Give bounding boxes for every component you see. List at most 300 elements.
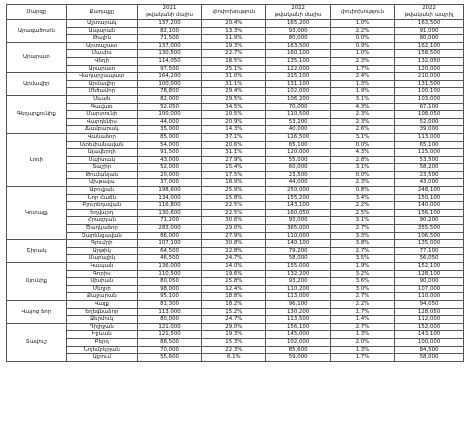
- table-row: [7, 187, 464, 195]
- city-name: Վեդի: [66, 57, 137, 65]
- table-row: [7, 118, 464, 126]
- price-2022-may: 250,000: [266, 187, 330, 195]
- city-name: Արտաշատ: [66, 42, 137, 50]
- price-2022-april: 80,000: [395, 35, 464, 43]
- change-2021-2022: 29.4%: [202, 88, 266, 96]
- city-name: Սիսիան: [66, 278, 137, 286]
- city-name: Վանաձոր: [66, 133, 137, 141]
- price-2021-may: 78,800: [137, 88, 201, 96]
- change-may-april: 2.6%: [330, 126, 394, 134]
- change-may-april: 3.2%: [330, 270, 394, 278]
- price-2022-may: 160,050: [266, 209, 330, 217]
- city-name: Իջևան: [66, 331, 137, 339]
- price-2022-april: 67,100: [395, 103, 464, 111]
- table-row: [7, 225, 464, 233]
- region-name: Տավուշ: [7, 323, 67, 361]
- change-2021-2022: 11.9%: [202, 35, 266, 43]
- city-name: Բյուրեղավան: [66, 202, 137, 210]
- price-2021-may: 35,000: [137, 126, 201, 134]
- price-2022-april: 106,500: [395, 232, 464, 240]
- price-2022-may: 116,500: [266, 133, 330, 141]
- price-2021-may: 44,000: [137, 118, 201, 126]
- change-may-april: 2.7%: [330, 293, 394, 301]
- change-may-april: 2.2%: [330, 27, 394, 35]
- price-2021-may: 52,000: [137, 164, 201, 172]
- city-name: Մարալիկ: [66, 255, 137, 263]
- table-row: [7, 247, 464, 255]
- price-2021-may: 71,200: [137, 217, 201, 225]
- change-2021-2022: 29.0%: [202, 323, 266, 331]
- change-2021-2022: 25.1%: [202, 65, 266, 73]
- change-2021-2022: 22.5%: [202, 209, 266, 217]
- price-2022-may: 122,000: [266, 65, 330, 73]
- price-2022-may: 120,000: [266, 149, 330, 157]
- price-2022-april: 39,000: [395, 126, 464, 134]
- price-2022-april: 156,100: [395, 209, 464, 217]
- city-name: Մասիս: [66, 50, 137, 58]
- region-name: Սյունիք: [7, 263, 67, 301]
- table-row: [7, 194, 464, 202]
- table-row: [7, 73, 464, 81]
- table-row: [7, 156, 464, 164]
- change-may-april: 2.3%: [330, 57, 394, 65]
- price-2022-april: 115,000: [395, 149, 464, 157]
- header-change-2: փոփոխություն: [330, 5, 394, 20]
- change-may-april: 0.8%: [330, 187, 394, 195]
- header-2022b-year: 2022: [395, 5, 464, 13]
- price-2022-april: 210,000: [395, 73, 464, 81]
- city-name: Արմավիր: [66, 80, 137, 88]
- city-name: Հրազդան: [66, 217, 137, 225]
- change-2021-2022: 31.1%: [202, 80, 266, 88]
- table-row: [7, 293, 464, 301]
- city-name: Ճամբարակ: [66, 126, 137, 134]
- price-2021-may: 88,500: [137, 338, 201, 346]
- table-row: [7, 133, 464, 141]
- price-2022-april: 152,000: [395, 323, 464, 331]
- change-2021-2022: 13.3%: [202, 27, 266, 35]
- price-2021-may: 114,050: [137, 57, 201, 65]
- city-name: Բերդ: [66, 338, 137, 346]
- price-2022-may: 215,100: [266, 73, 330, 81]
- change-may-april: 1.7%: [330, 354, 394, 362]
- price-2022-may: 155,200: [266, 194, 330, 202]
- price-2022-may: 59,000: [266, 354, 330, 362]
- price-2022-april: 248,100: [395, 187, 464, 195]
- price-2022-april: 103,000: [395, 95, 464, 103]
- city-name: Ծաղկաձոր: [66, 225, 137, 233]
- city-name: Թալին: [66, 35, 137, 43]
- price-2021-may: 70,000: [137, 346, 201, 354]
- price-2021-may: 82,000: [137, 95, 201, 103]
- change-may-april: 2.2%: [330, 300, 394, 308]
- price-2022-may: 85,600: [266, 346, 330, 354]
- city-name: Ջերմուկ: [66, 316, 137, 324]
- price-2021-may: 71,500: [137, 35, 201, 43]
- price-table: [6, 4, 464, 362]
- price-2021-may: 86,000: [137, 232, 201, 240]
- price-2021-may: 54,000: [137, 141, 201, 149]
- price-2021-may: 116,800: [137, 202, 201, 210]
- city-name: Ապարան: [66, 27, 137, 35]
- price-2022-april: 90,000: [395, 278, 464, 286]
- price-2022-may: 132,200: [266, 270, 330, 278]
- change-may-april: 3.0%: [330, 285, 394, 293]
- city-name: Ախթալա: [66, 179, 137, 187]
- city-name: Գավառ: [66, 103, 137, 111]
- change-2021-2022: 18.2%: [202, 300, 266, 308]
- price-2021-may: 100,000: [137, 111, 201, 119]
- price-2022-may: 113,000: [266, 293, 330, 301]
- change-may-april: 3.1%: [330, 133, 394, 141]
- change-2021-2022: 31.1%: [202, 149, 266, 157]
- table-row: [7, 65, 464, 73]
- price-2022-may: 44,000: [266, 179, 330, 187]
- price-2022-april: 77,100: [395, 247, 464, 255]
- change-2021-2022: 15.4%: [202, 164, 266, 172]
- price-2022-may: 110,000: [266, 232, 330, 240]
- price-2022-may: 102,000: [266, 338, 330, 346]
- price-2021-may: 43,000: [137, 156, 201, 164]
- change-2021-2022: 29.0%: [202, 225, 266, 233]
- city-name: Աբովյան: [66, 187, 137, 195]
- region-name: Գեղարքունիք: [7, 95, 67, 133]
- change-may-april: 1.9%: [330, 263, 394, 271]
- price-2022-may: 110,500: [266, 111, 330, 119]
- price-2022-may: 143,100: [266, 202, 330, 210]
- change-2021-2022: 19.3%: [202, 331, 266, 339]
- change-2021-2022: 19.6%: [202, 270, 266, 278]
- price-2022-april: 56,050: [395, 255, 464, 263]
- price-2022-may: 96,100: [266, 300, 330, 308]
- table-row: [7, 202, 464, 210]
- change-may-april: 2.7%: [330, 247, 394, 255]
- city-name: Դիլիջան: [66, 323, 137, 331]
- header-2021-year: 2021: [137, 5, 201, 13]
- change-may-april: 1.7%: [330, 65, 394, 73]
- change-may-april: 3.1%: [330, 95, 394, 103]
- price-2022-april: 128,100: [395, 270, 464, 278]
- city-name: Աշտարակ: [66, 20, 137, 28]
- price-2021-may: 136,000: [137, 263, 201, 271]
- price-2022-april: 135,000: [395, 240, 464, 248]
- price-2022-may: 93,000: [266, 217, 330, 225]
- table-row: [7, 88, 464, 96]
- price-2022-april: 100,100: [395, 88, 464, 96]
- header-region: Մարզը: [7, 5, 67, 20]
- price-2022-may: 70,000: [266, 103, 330, 111]
- price-2021-may: 97,500: [137, 65, 201, 73]
- price-2021-may: 20,000: [137, 171, 201, 179]
- table-row: [7, 50, 464, 58]
- change-may-april: 2.3%: [330, 111, 394, 119]
- price-2022-april: 90,200: [395, 217, 464, 225]
- change-may-april: 3.5%: [330, 255, 394, 263]
- change-2021-2022: 30.8%: [202, 240, 266, 248]
- table-row: [7, 35, 464, 43]
- city-name: Տաշիր: [66, 164, 137, 172]
- price-2022-april: 132,050: [395, 57, 464, 65]
- price-2021-may: 95,100: [137, 293, 201, 301]
- price-2021-may: 164,200: [137, 73, 201, 81]
- price-2022-april: 58,200: [395, 164, 464, 172]
- change-2021-2022: 20.6%: [202, 141, 266, 149]
- change-may-april: 0.0%: [330, 35, 394, 43]
- city-name: Գյումրի: [66, 240, 137, 248]
- price-2021-may: 55,600: [137, 354, 201, 362]
- region-name: Արմավիր: [7, 73, 67, 96]
- change-2021-2022: 14.3%: [202, 126, 266, 134]
- price-2021-may: 137,000: [137, 42, 201, 50]
- region-name: Արարատ: [7, 42, 67, 72]
- city-name: Մարտունի: [66, 111, 137, 119]
- city-name: Մեծամոր: [66, 88, 137, 96]
- price-2022-april: 43,000: [395, 179, 464, 187]
- region-name: Շիրակ: [7, 240, 67, 263]
- table-row: [7, 278, 464, 286]
- change-may-april: 2.7%: [330, 225, 394, 233]
- change-may-april: 1.0%: [330, 20, 394, 28]
- price-2022-may: 140,100: [266, 240, 330, 248]
- table-row: [7, 20, 464, 28]
- city-name: Նոյեմբերյան: [66, 346, 137, 354]
- change-2021-2022: 10.5%: [202, 111, 266, 119]
- header-2022-month: թվականի մայիս: [266, 12, 330, 20]
- price-2021-may: 98,000: [137, 285, 201, 293]
- change-may-april: 0.0%: [330, 171, 394, 179]
- table-row: [7, 331, 464, 339]
- city-name: Եղեգնաձոր: [66, 308, 137, 316]
- price-2021-may: 80,050: [137, 278, 201, 286]
- price-2022-april: 23,500: [395, 171, 464, 179]
- change-2021-2022: 37.1%: [202, 133, 266, 141]
- city-name: Չարենցավան: [66, 232, 137, 240]
- change-2021-2022: 25.9%: [202, 187, 266, 195]
- region-name: Կոտայք: [7, 187, 67, 240]
- price-2022-may: 131,100: [266, 80, 330, 88]
- price-2022-april: 140,000: [395, 202, 464, 210]
- change-may-april: 3.1%: [330, 217, 394, 225]
- change-2021-2022: 12.4%: [202, 285, 266, 293]
- change-may-april: 2.5%: [330, 209, 394, 217]
- price-2022-april: 150,100: [395, 194, 464, 202]
- change-2021-2022: 15.3%: [202, 338, 266, 346]
- price-2022-may: 160,100: [266, 50, 330, 58]
- price-2021-may: 81,300: [137, 300, 201, 308]
- price-2021-may: 121,500: [137, 331, 201, 339]
- price-2022-may: 79,200: [266, 247, 330, 255]
- table-row: [7, 338, 464, 346]
- table-row: [7, 95, 464, 103]
- table-row: [7, 179, 464, 187]
- city-name: Եղվարդ: [66, 209, 137, 217]
- table-row: [7, 164, 464, 172]
- header-2021-month: թվականի մայիս: [137, 12, 201, 20]
- change-2021-2022: 18.8%: [202, 293, 266, 301]
- region-name: Լոռի: [7, 133, 67, 186]
- city-name: Վարդենիս: [66, 118, 137, 126]
- city-name: Վայք: [66, 300, 137, 308]
- city-name: Ալավերդի: [66, 149, 137, 157]
- city-name: Վաղարշապատ: [66, 73, 137, 81]
- table-row: [7, 217, 464, 225]
- change-may-april: 2.3%: [330, 118, 394, 126]
- table-row: [7, 270, 464, 278]
- table-row: [7, 255, 464, 263]
- table-row: [7, 240, 464, 248]
- price-2022-april: 152,100: [395, 263, 464, 271]
- change-2021-2022: 6.1%: [202, 354, 266, 362]
- change-may-april: 3.4%: [330, 194, 394, 202]
- change-may-april: 3.8%: [330, 240, 394, 248]
- header-2022b-month: թվականի ապրիլ: [395, 12, 464, 20]
- change-may-april: 1.9%: [330, 88, 394, 96]
- price-2022-april: 112,000: [395, 316, 464, 324]
- table-row: [7, 308, 464, 316]
- change-2021-2022: 17.5%: [202, 171, 266, 179]
- header-2022-year: 2022: [266, 5, 330, 13]
- price-2022-april: 94,050: [395, 300, 464, 308]
- change-may-april: 0.0%: [330, 141, 394, 149]
- table-row: [7, 354, 464, 362]
- change-may-april: 2.2%: [330, 202, 394, 210]
- price-2021-may: 52,050: [137, 103, 201, 111]
- table-row: [7, 285, 464, 293]
- price-2022-may: 145,000: [266, 331, 330, 339]
- table-row: [7, 103, 464, 111]
- price-2022-april: 58,000: [395, 354, 464, 362]
- price-2022-may: 110,200: [266, 285, 330, 293]
- change-may-april: 2.8%: [330, 156, 394, 164]
- change-2021-2022: 24.7%: [202, 255, 266, 263]
- price-2021-may: 91,500: [137, 149, 201, 157]
- city-name: Նոր Հաճն: [66, 194, 137, 202]
- city-name: Քաջարան: [66, 293, 137, 301]
- price-2022-may: 106,200: [266, 95, 330, 103]
- change-may-april: 2.3%: [330, 179, 394, 187]
- price-2021-may: 198,600: [137, 187, 201, 195]
- table-row: [7, 232, 464, 240]
- price-2022-april: 65,100: [395, 141, 464, 149]
- change-2021-2022: 15.8%: [202, 194, 266, 202]
- change-may-april: 1.3%: [330, 346, 394, 354]
- price-2022-april: 100,000: [395, 338, 464, 346]
- price-2021-may: 283,000: [137, 225, 201, 233]
- change-2021-2022: 30.6%: [202, 217, 266, 225]
- table-row: [7, 300, 464, 308]
- city-name: Այրում: [66, 354, 137, 362]
- price-2021-may: 80,000: [137, 316, 201, 324]
- price-2022-april: 84,500: [395, 346, 464, 354]
- change-may-april: 2.4%: [330, 73, 394, 81]
- price-2022-april: 91,000: [395, 27, 464, 35]
- price-2022-april: 128,050: [395, 308, 464, 316]
- price-2022-may: 23,500: [266, 171, 330, 179]
- city-name: Մեղրի: [66, 285, 137, 293]
- price-2022-may: 165,200: [266, 20, 330, 28]
- price-2022-may: 365,000: [266, 225, 330, 233]
- price-2022-may: 40,000: [266, 126, 330, 134]
- change-2021-2022: 18.9%: [202, 179, 266, 187]
- price-2021-may: 130,500: [137, 50, 201, 58]
- header-city: Քաղաքը: [66, 5, 137, 20]
- price-2021-may: 134,000: [137, 194, 201, 202]
- price-2021-may: 46,500: [137, 255, 201, 263]
- price-2022-may: 163,500: [266, 42, 330, 50]
- table-row: [7, 316, 464, 324]
- change-2021-2022: 22.8%: [202, 247, 266, 255]
- table-row: [7, 126, 464, 134]
- price-2021-may: 110,500: [137, 270, 201, 278]
- price-2022-may: 102,000: [266, 88, 330, 96]
- price-2021-may: 130,600: [137, 209, 201, 217]
- change-2021-2022: 22.7%: [202, 50, 266, 58]
- change-2021-2022: 24.7%: [202, 316, 266, 324]
- price-2022-april: 143,100: [395, 331, 464, 339]
- change-may-april: 2.0%: [330, 338, 394, 346]
- price-2022-may: 80,000: [266, 35, 330, 43]
- table-row: [7, 346, 464, 354]
- header-change-1: փոփոխություն: [202, 5, 266, 20]
- price-2022-may: 58,000: [266, 255, 330, 263]
- change-2021-2022: 14.0%: [202, 263, 266, 271]
- price-2022-april: 110,000: [395, 293, 464, 301]
- price-2022-may: 135,100: [266, 57, 330, 65]
- table-row: [7, 149, 464, 157]
- city-name: Սևան: [66, 95, 137, 103]
- table-row: [7, 141, 464, 149]
- change-2021-2022: 27.9%: [202, 232, 266, 240]
- price-2022-april: 120,000: [395, 65, 464, 73]
- change-may-april: 3.1%: [330, 164, 394, 172]
- table-row: [7, 209, 464, 217]
- change-2021-2022: 15.2%: [202, 308, 266, 316]
- price-2022-april: 53,500: [395, 156, 464, 164]
- table-row: [7, 80, 464, 88]
- table-header: [7, 5, 464, 20]
- price-2022-may: 65,100: [266, 141, 330, 149]
- price-2022-april: 158,500: [395, 50, 464, 58]
- price-2021-may: 121,000: [137, 323, 201, 331]
- price-2022-april: 131,500: [395, 80, 464, 88]
- city-name: Կապան: [66, 263, 137, 271]
- price-2022-may: 156,100: [266, 323, 330, 331]
- change-2021-2022: 20.9%: [202, 118, 266, 126]
- price-2022-april: 107,000: [395, 285, 464, 293]
- price-2022-april: 113,000: [395, 133, 464, 141]
- change-may-april: 1.7%: [330, 308, 394, 316]
- city-name: Գորիս: [66, 270, 137, 278]
- table-row: [7, 111, 464, 119]
- change-may-april: 1.3%: [330, 331, 394, 339]
- change-may-april: 4.3%: [330, 103, 394, 111]
- table-row: [7, 57, 464, 65]
- price-2022-may: 155,000: [266, 263, 330, 271]
- table-row: [7, 42, 464, 50]
- table-row: [7, 323, 464, 331]
- price-2021-may: 107,100: [137, 240, 201, 248]
- change-2021-2022: 18.5%: [202, 57, 266, 65]
- change-2021-2022: 22.5%: [202, 202, 266, 210]
- change-2021-2022: 29.5%: [202, 95, 266, 103]
- change-2021-2022: 31.0%: [202, 73, 266, 81]
- change-2021-2022: 34.5%: [202, 103, 266, 111]
- price-2021-may: 113,000: [137, 308, 201, 316]
- price-2022-may: 53,200: [266, 118, 330, 126]
- city-name: Արթիկ: [66, 247, 137, 255]
- price-2022-april: 162,100: [395, 42, 464, 50]
- price-2022-april: 108,050: [395, 111, 464, 119]
